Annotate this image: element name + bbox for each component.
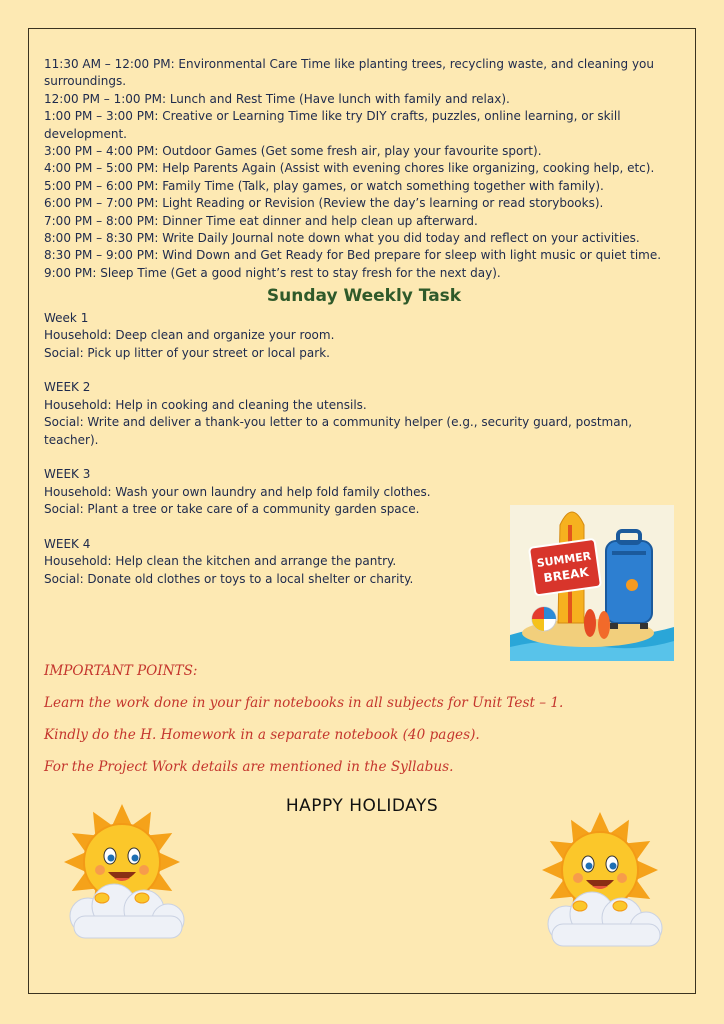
schedule-item: 12:00 PM – 1:00 PM: Lunch and Rest Time (Have lunch with family and relax).	[44, 91, 510, 106]
schedule-item: 4:00 PM – 5:00 PM: Help Parents Again (Assist with evening chores like organizing, cooking help, etc).	[44, 161, 655, 176]
sign-text-line2: BREAK	[542, 564, 590, 586]
important-point: Kindly do the H. Homework in a separate notebook (40 pages).	[44, 727, 480, 743]
social-task: Social: Donate old clothes or toys to a local shelter or charity.	[44, 571, 414, 586]
important-point: For the Project Work details are mentioned in the Syllabus.	[44, 759, 454, 775]
daily-schedule	[44, 56, 684, 282]
household-task: Household: Help clean the kitchen and arrange the pantry.	[44, 554, 397, 569]
schedule-item: 1:00 PM – 3:00 PM: Creative or Learning Time like try DIY crafts, puzzles, online learning, or skill development.	[44, 109, 621, 141]
weekly-task-heading: Sunday Weekly Task	[266, 286, 462, 307]
week-title: WEEK 3	[44, 467, 91, 482]
schedule-item: 8:00 PM – 8:30 PM: Write Daily Journal note down what you did today and reflect on your activities.	[44, 231, 640, 246]
schedule-item: 9:00 PM: Sleep Time (Get a good night’s rest to stay fresh for the next day).	[44, 265, 501, 280]
important-point: Learn the work done in your fair notebooks in all subjects for Unit Test – 1.	[44, 695, 564, 711]
household-task: Household: Help in cooking and cleaning the utensils.	[44, 397, 367, 412]
week-title: WEEK 4	[44, 536, 91, 551]
week-3-section	[44, 466, 504, 518]
household-task: Household: Wash your own laundry and help fold family clothes.	[44, 484, 431, 499]
schedule-item: 7:00 PM – 8:00 PM: Dinner Time eat dinner and help clean up afterward.	[44, 213, 478, 228]
week-2-section	[44, 379, 684, 449]
week-1-section	[44, 310, 514, 362]
schedule-item: 5:00 PM – 6:00 PM: Family Time (Talk, play games, or watch something together with family).	[44, 178, 604, 193]
important-title: IMPORTANT POINTS:	[44, 663, 198, 679]
happy-holidays-title: HAPPY HOLIDAYS	[285, 796, 439, 816]
schedule-item: 11:30 AM – 12:00 PM: Environmental Care Time like planting trees, recycling waste, and cleaning you surroundings.	[44, 57, 655, 89]
week-title: Week 1	[44, 310, 89, 325]
summer-break-illustration	[510, 505, 674, 661]
sun-on-cloud-right	[528, 808, 678, 953]
week-4-section	[44, 536, 504, 588]
household-task: Household: Deep clean and organize your room.	[44, 328, 335, 343]
schedule-item: 3:00 PM – 4:00 PM: Outdoor Games (Get some fresh air, play your favourite sport).	[44, 144, 542, 159]
social-task: Social: Write and deliver a thank-you letter to a community helper (e.g., security guard, postman, teacher).	[44, 415, 633, 447]
important-points	[44, 662, 694, 790]
social-task: Social: Pick up litter of your street or local park.	[44, 345, 330, 360]
week-title: WEEK 2	[44, 380, 91, 395]
sun-on-cloud-left	[50, 800, 200, 945]
social-task: Social: Plant a tree or take care of a community garden space.	[44, 502, 420, 517]
sign-text-line1: SUMMER	[535, 549, 592, 570]
schedule-item: 6:00 PM – 7:00 PM: Light Reading or Revision (Review the day’s learning or read storybooks).	[44, 196, 604, 211]
schedule-item: 8:30 PM – 9:00 PM: Wind Down and Get Ready for Bed prepare for sleep with light music or quiet time.	[44, 248, 662, 263]
